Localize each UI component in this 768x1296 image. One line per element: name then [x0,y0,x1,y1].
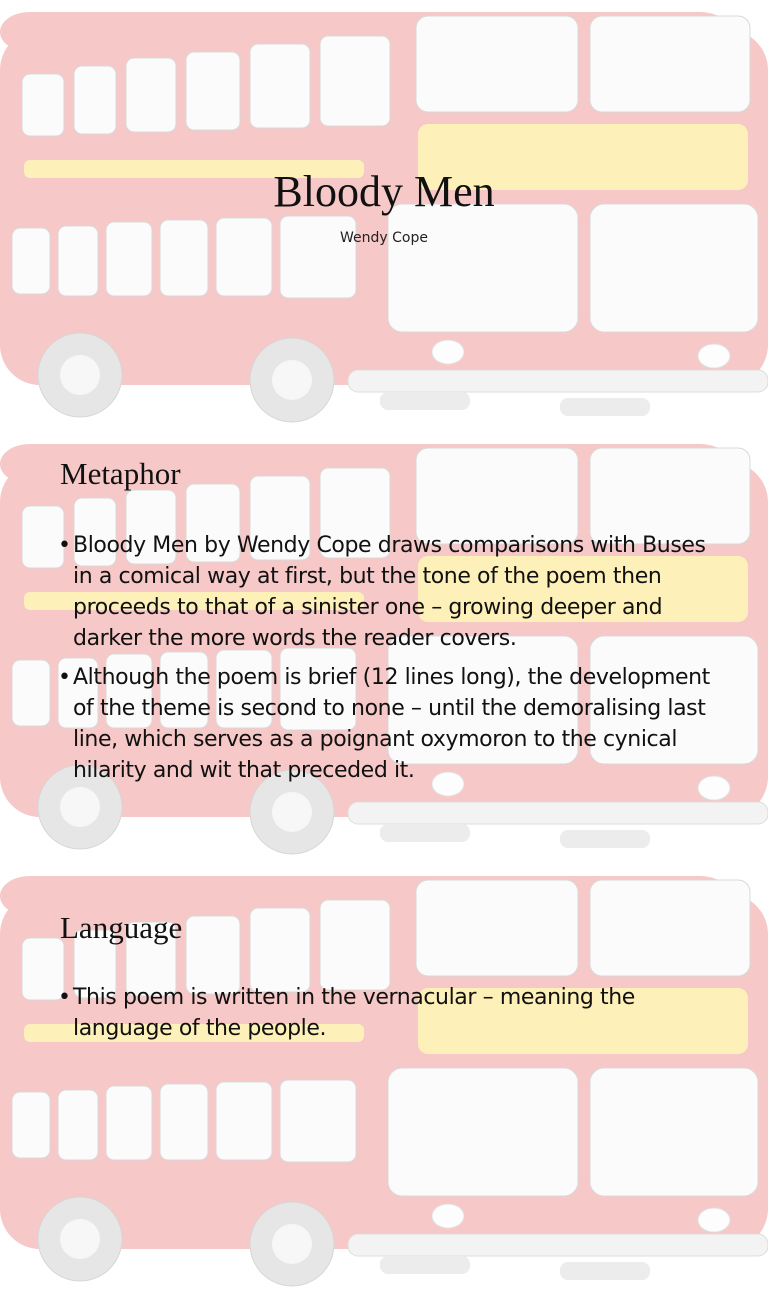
slide-language [0,864,768,1041]
slide-subtitle-author: Wendy Cope [340,230,428,246]
slide-heading: Language [60,910,183,945]
slide-metaphor [0,432,768,864]
bullet-list [58,530,718,794]
bullet-item [58,662,718,786]
bullet-item [58,982,718,1044]
bullet-icon: • [58,985,71,1010]
bullet-icon: • [58,665,71,690]
bullet-icon: • [58,533,71,558]
slide-heading: Metaphor [60,456,181,491]
bullet-list [58,982,718,1052]
bullet-text: This poem is written in the vernacular – meaning the language of the people. [73,985,635,1041]
bullet-text: Although the poem is brief (12 lines long), the development of the theme is second to none – until the demoralising last line, which serves as a poignant oxymoron to the cynical hilarity and wit that preceded it. [73,665,710,783]
bullet-item [58,530,718,654]
bullet-text: Bloody Men by Wendy Cope draws comparisons with Buses in a comical way at first, but the tone of the poem then proceeds to that of a sinister one – growing deeper and darker the more words the reader covers. [73,533,706,651]
slide-title-text: Bloody Men [273,167,495,216]
slide-title [0,0,768,432]
